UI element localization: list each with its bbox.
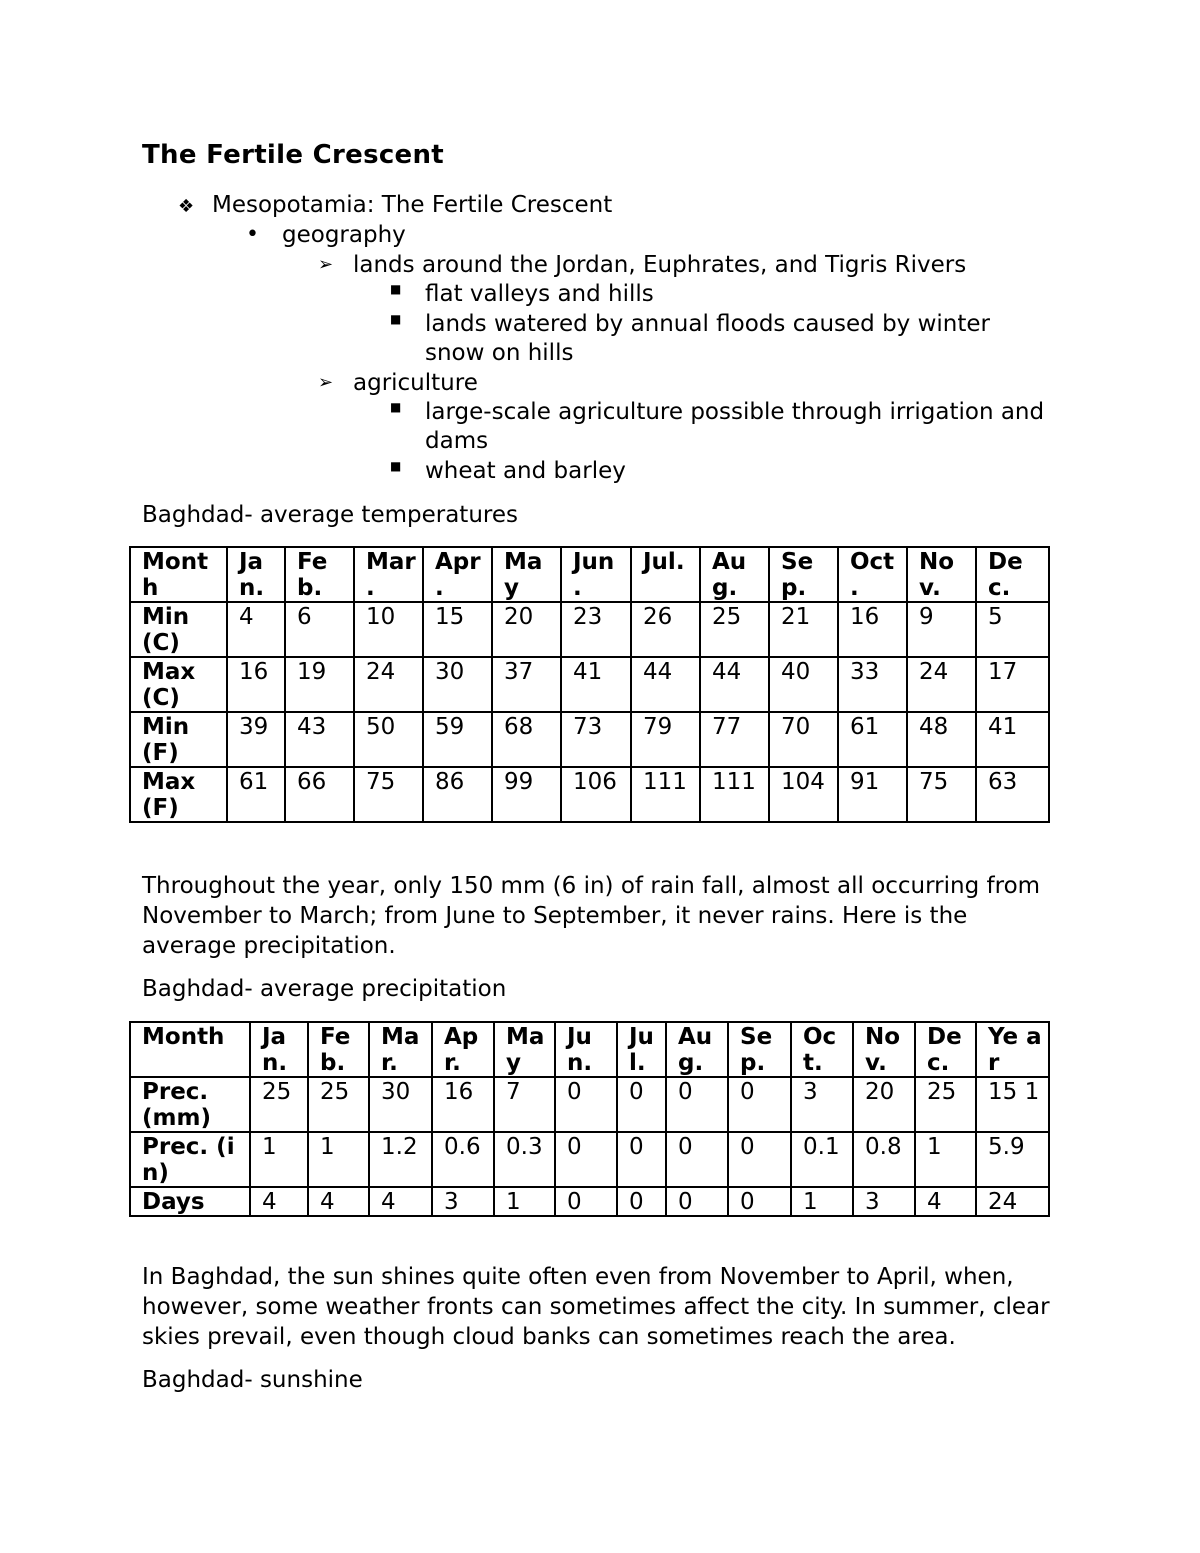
precipitation-table — [129, 1021, 1050, 1217]
value-cell: 39 — [227, 712, 285, 767]
table-row — [130, 657, 1049, 712]
value-cell: 3 — [432, 1187, 494, 1216]
value-cell: 0 — [617, 1077, 666, 1132]
value-cell: 20 — [853, 1077, 915, 1132]
month-header-cell: Ja n. — [250, 1022, 308, 1077]
month-header-cell: Ma y — [492, 547, 561, 602]
value-cell: 41 — [976, 712, 1049, 767]
rain-paragraph: Throughout the year, only 150 mm (6 in) of rain fall, almost all occurring from November to March; from June to September, it never rains. Here is the average precipitation. — [142, 873, 1041, 959]
sunshine-heading: Baghdad- sunshine — [142, 1367, 363, 1393]
value-cell: 0 — [555, 1187, 617, 1216]
outline-geo-sub2-line2: snow on hills — [425, 340, 574, 366]
outline-geo-sub2-line1: lands watered by annual floods caused by winter — [425, 311, 990, 337]
sun-paragraph: In Baghdad, the sun shines quite often even from November to April, when, however, some weather fronts can sometimes affect the city. In summer, clear skies prevail, even though cloud banks can sometimes reach the area. — [142, 1264, 1050, 1350]
outline-agri-sub1-line2: dams — [425, 428, 489, 454]
row-label-cell: Min (C) — [130, 602, 227, 657]
value-cell: 0.6 — [432, 1132, 494, 1187]
value-cell: 24 — [976, 1187, 1049, 1216]
month-header-cell: Ma y — [494, 1022, 555, 1077]
value-cell: 7 — [494, 1077, 555, 1132]
table-row — [130, 1132, 1049, 1187]
value-cell: 91 — [838, 767, 907, 822]
table-row — [130, 712, 1049, 767]
temperature-table — [129, 546, 1050, 823]
value-cell: 44 — [631, 657, 700, 712]
value-cell: 61 — [227, 767, 285, 822]
value-cell: 0 — [666, 1187, 728, 1216]
value-cell: 77 — [700, 712, 769, 767]
month-header-cell: Jul. — [631, 547, 700, 602]
value-cell: 3 — [853, 1187, 915, 1216]
value-cell: 104 — [769, 767, 838, 822]
value-cell: 1 — [250, 1132, 308, 1187]
outline-agri-sub1-line1: large-scale agriculture possible through irrigation and — [425, 399, 1045, 425]
value-cell: 1.2 — [369, 1132, 432, 1187]
value-cell: 19 — [285, 657, 354, 712]
outline-level2: geography — [282, 222, 406, 248]
table-row — [130, 767, 1049, 822]
value-cell: 1 — [791, 1187, 853, 1216]
month-header-cell: No v. — [853, 1022, 915, 1077]
value-cell: 75 — [907, 767, 976, 822]
value-cell: 3 — [791, 1077, 853, 1132]
table-row — [130, 602, 1049, 657]
square-bullet-icon: ■ — [390, 400, 402, 414]
value-cell: 21 — [769, 602, 838, 657]
value-cell: 1 — [308, 1132, 369, 1187]
value-cell: 79 — [631, 712, 700, 767]
header-row — [130, 547, 1049, 602]
value-cell: 37 — [492, 657, 561, 712]
value-cell: 4 — [915, 1187, 976, 1216]
value-cell: 0.1 — [791, 1132, 853, 1187]
value-cell: 0.3 — [494, 1132, 555, 1187]
header-label-cell: Month — [130, 1022, 250, 1077]
value-cell: 25 — [308, 1077, 369, 1132]
month-header-cell: Se p. — [728, 1022, 791, 1077]
table-row — [130, 1077, 1049, 1132]
value-cell: 66 — [285, 767, 354, 822]
value-cell: 0 — [617, 1132, 666, 1187]
month-header-cell: Au g. — [666, 1022, 728, 1077]
value-cell: 48 — [907, 712, 976, 767]
value-cell: 4 — [227, 602, 285, 657]
value-cell: 0 — [728, 1132, 791, 1187]
month-header-cell: Ye ar — [976, 1022, 1049, 1077]
month-header-cell: Ap r. — [432, 1022, 494, 1077]
value-cell: 106 — [561, 767, 631, 822]
value-cell: 50 — [354, 712, 423, 767]
value-cell: 23 — [561, 602, 631, 657]
value-cell: 5 — [976, 602, 1049, 657]
month-header-cell: Ma r. — [369, 1022, 432, 1077]
value-cell: 63 — [976, 767, 1049, 822]
value-cell: 25 — [700, 602, 769, 657]
arrow-bullet-icon: ➢ — [318, 372, 334, 393]
value-cell: 61 — [838, 712, 907, 767]
month-header-cell: Au g. — [700, 547, 769, 602]
value-cell: 30 — [423, 657, 492, 712]
value-cell: 6 — [285, 602, 354, 657]
value-cell: 75 — [354, 767, 423, 822]
month-header-cell: Ja n. — [227, 547, 285, 602]
table-row — [130, 1187, 1049, 1216]
row-label-cell: Max (C) — [130, 657, 227, 712]
value-cell: 26 — [631, 602, 700, 657]
value-cell: 10 — [354, 602, 423, 657]
value-cell: 33 — [838, 657, 907, 712]
value-cell: 0.8 — [853, 1132, 915, 1187]
temperature-heading: Baghdad- average temperatures — [142, 502, 518, 528]
value-cell: 17 — [976, 657, 1049, 712]
month-header-cell: Fe b. — [285, 547, 354, 602]
row-label-cell: Prec. (in) — [130, 1132, 250, 1187]
month-header-cell: Oct . — [838, 547, 907, 602]
month-header-cell: Se p. — [769, 547, 838, 602]
month-header-cell: De c. — [915, 1022, 976, 1077]
value-cell: 1 — [494, 1187, 555, 1216]
value-cell: 4 — [250, 1187, 308, 1216]
value-cell: 73 — [561, 712, 631, 767]
square-bullet-icon: ■ — [390, 459, 402, 473]
value-cell: 16 — [838, 602, 907, 657]
value-cell: 20 — [492, 602, 561, 657]
value-cell: 25 — [915, 1077, 976, 1132]
month-header-cell: De c. — [976, 547, 1049, 602]
value-cell: 59 — [423, 712, 492, 767]
value-cell: 15 — [423, 602, 492, 657]
month-header-cell: Ju n. — [555, 1022, 617, 1077]
month-header-cell: Oc t. — [791, 1022, 853, 1077]
arrow-bullet-icon: ➢ — [318, 254, 334, 275]
row-label-cell: Min (F) — [130, 712, 227, 767]
header-label-cell: Mont h — [130, 547, 227, 602]
value-cell: 86 — [423, 767, 492, 822]
value-cell: 40 — [769, 657, 838, 712]
row-label-cell: Max (F) — [130, 767, 227, 822]
value-cell: 44 — [700, 657, 769, 712]
row-label-cell: Prec. (mm) — [130, 1077, 250, 1132]
value-cell: 5.9 — [976, 1132, 1049, 1187]
value-cell: 0 — [617, 1187, 666, 1216]
square-bullet-icon: ■ — [390, 312, 402, 326]
diamond-bullet-icon: ❖ — [178, 196, 195, 217]
page-title: The Fertile Crescent — [142, 140, 445, 170]
value-cell: 41 — [561, 657, 631, 712]
value-cell: 1 — [915, 1132, 976, 1187]
value-cell: 99 — [492, 767, 561, 822]
value-cell: 0 — [666, 1132, 728, 1187]
value-cell: 111 — [631, 767, 700, 822]
month-header-cell: Apr . — [423, 547, 492, 602]
value-cell: 0 — [728, 1077, 791, 1132]
outline-geo-item: lands around the Jordan, Euphrates, and Tigris Rivers — [353, 252, 967, 278]
value-cell: 70 — [769, 712, 838, 767]
value-cell: 25 — [250, 1077, 308, 1132]
month-header-cell: Jun . — [561, 547, 631, 602]
month-header-cell: Mar . — [354, 547, 423, 602]
month-header-cell: Fe b. — [308, 1022, 369, 1077]
outline-agri-item: agriculture — [353, 370, 478, 396]
value-cell: 0 — [555, 1132, 617, 1187]
value-cell: 16 — [432, 1077, 494, 1132]
header-row — [130, 1022, 1049, 1077]
square-bullet-icon: ■ — [390, 282, 402, 296]
outline-agri-sub2: wheat and barley — [425, 458, 626, 484]
dot-bullet-icon: • — [246, 222, 259, 247]
value-cell: 111 — [700, 767, 769, 822]
value-cell: 9 — [907, 602, 976, 657]
month-header-cell: Ju l. — [617, 1022, 666, 1077]
outline-level1: Mesopotamia: The Fertile Crescent — [212, 192, 613, 218]
value-cell: 43 — [285, 712, 354, 767]
value-cell: 16 — [227, 657, 285, 712]
value-cell: 0 — [666, 1077, 728, 1132]
value-cell: 0 — [555, 1077, 617, 1132]
value-cell: 4 — [369, 1187, 432, 1216]
value-cell: 15 1 — [976, 1077, 1049, 1132]
precipitation-heading: Baghdad- average precipitation — [142, 976, 507, 1002]
value-cell: 30 — [369, 1077, 432, 1132]
row-label-cell: Days — [130, 1187, 250, 1216]
outline-geo-sub1: flat valleys and hills — [425, 281, 654, 307]
value-cell: 0 — [728, 1187, 791, 1216]
value-cell: 24 — [907, 657, 976, 712]
value-cell: 24 — [354, 657, 423, 712]
value-cell: 68 — [492, 712, 561, 767]
value-cell: 4 — [308, 1187, 369, 1216]
month-header-cell: No v. — [907, 547, 976, 602]
